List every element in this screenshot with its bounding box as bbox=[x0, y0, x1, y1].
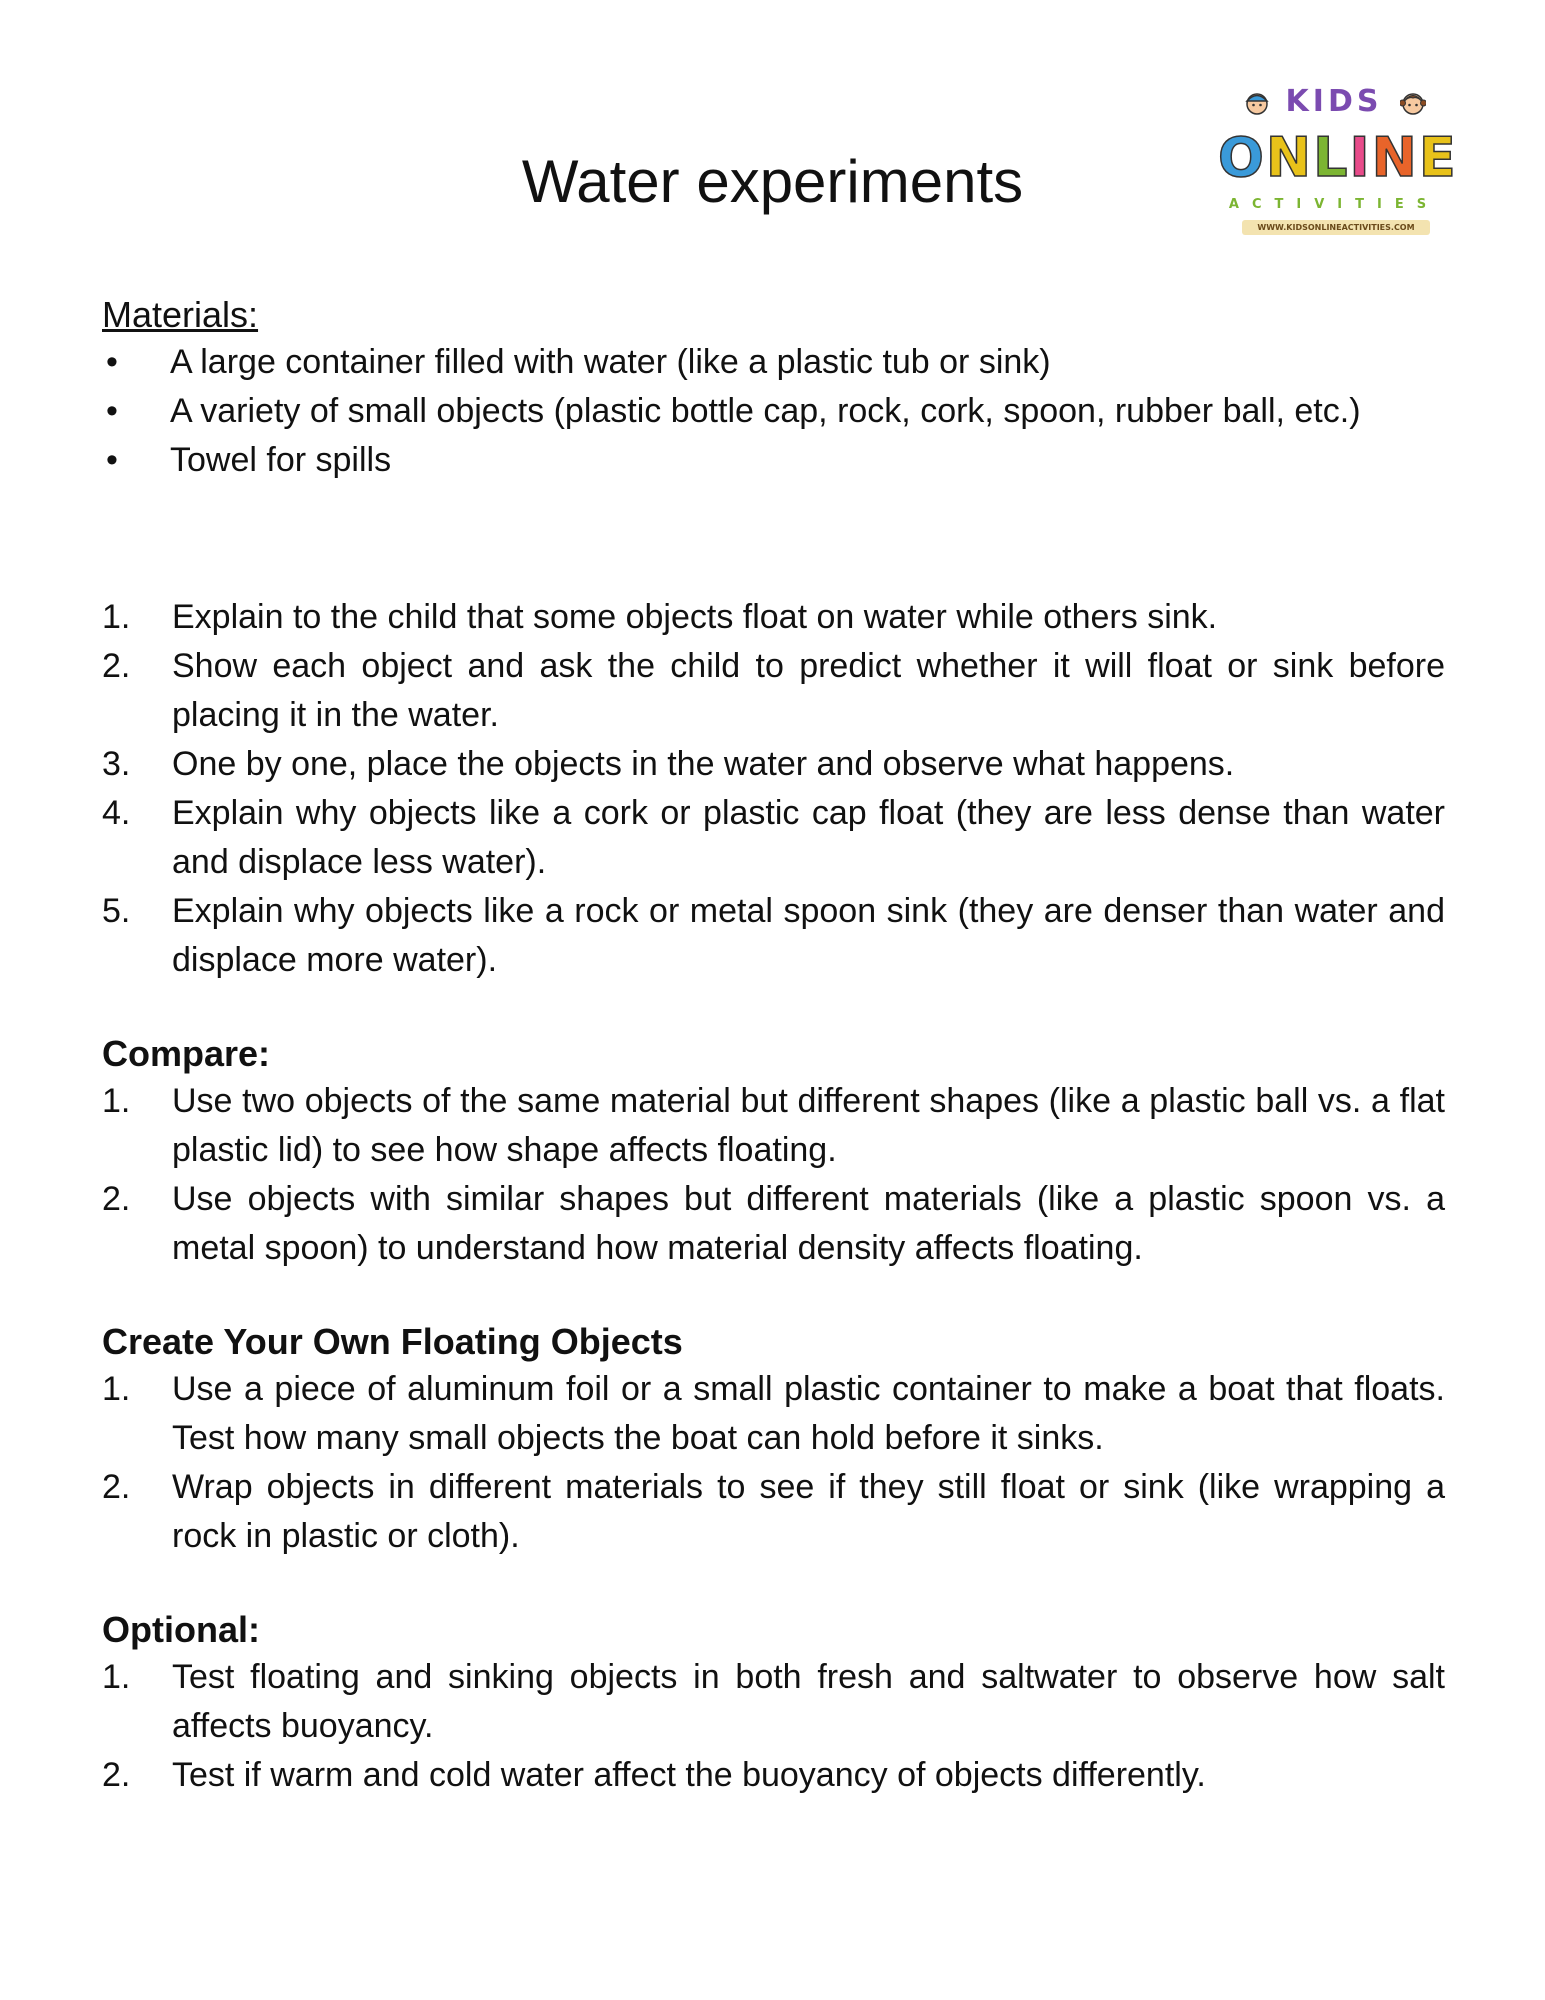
materials-list bbox=[102, 338, 1445, 485]
step-number: 2. bbox=[102, 647, 131, 685]
create-list bbox=[102, 1365, 1445, 1561]
list-item-text: A variety of small objects (plastic bottle cap, rock, cork, spoon, rubber ball, etc.) bbox=[170, 392, 1361, 430]
list-item-text: Test floating and sinking objects in both fresh and saltwater to observe how salt affects buoyancy. bbox=[172, 1658, 1445, 1745]
list-item bbox=[102, 1463, 1445, 1561]
step-number: 1. bbox=[102, 598, 131, 636]
list-item-text: Test if warm and cold water affect the buoyancy of objects differently. bbox=[172, 1756, 1206, 1794]
list-item bbox=[102, 338, 1445, 387]
list-item bbox=[102, 1365, 1445, 1463]
step-number: 3. bbox=[102, 745, 131, 783]
bullet-marker: • bbox=[106, 343, 118, 381]
logo-online-letter: N bbox=[1265, 126, 1314, 189]
list-item bbox=[102, 1751, 1445, 1800]
logo-online-letter: E bbox=[1418, 126, 1458, 189]
step-number: 2. bbox=[102, 1468, 131, 1506]
logo-activities-text: ACTIVITIES bbox=[1228, 197, 1440, 212]
logo-online-letter: N bbox=[1371, 126, 1419, 189]
list-item bbox=[102, 642, 1445, 740]
list-item-text: Use a piece of aluminum foil or a small plastic container to make a boat that floats. Test how many small objects the boat can hold before it sinks. bbox=[172, 1370, 1445, 1457]
optional-heading: Optional: bbox=[102, 1609, 260, 1650]
list-item bbox=[102, 740, 1445, 789]
boy-face-icon bbox=[1244, 90, 1270, 116]
optional-list bbox=[102, 1653, 1445, 1800]
step-number: 4. bbox=[102, 794, 131, 832]
create-heading: Create Your Own Floating Objects bbox=[102, 1321, 683, 1362]
logo-kids-label: KIDS bbox=[1285, 84, 1383, 119]
list-item bbox=[102, 1653, 1445, 1751]
list-item-text: One by one, place the objects in the water and observe what happens. bbox=[172, 745, 1235, 783]
document-body bbox=[102, 292, 1445, 1800]
list-item bbox=[102, 436, 1445, 485]
logo-online-letter: O bbox=[1218, 126, 1266, 189]
compare-list bbox=[102, 1077, 1445, 1273]
compare-heading: Compare: bbox=[102, 1033, 271, 1074]
girl-face-icon bbox=[1400, 90, 1426, 116]
logo-url: WWW.KIDSONLINEACTIVITIES.COM bbox=[1242, 220, 1430, 235]
list-item bbox=[102, 387, 1445, 436]
step-number: 5. bbox=[102, 892, 131, 930]
step-number: 1. bbox=[102, 1082, 131, 1120]
step-number: 2. bbox=[102, 1756, 131, 1794]
list-item-text: Explain to the child that some objects float on water while others sink. bbox=[172, 598, 1218, 636]
list-item-text: Explain why objects like a cork or plastic cap float (they are less dense than water and displace less water). bbox=[172, 794, 1445, 881]
steps-list bbox=[102, 593, 1445, 985]
list-item bbox=[102, 1175, 1445, 1273]
list-item-text: Use two objects of the same material but different shapes (like a plastic ball vs. a flat plastic lid) to see how shape affects floating. bbox=[172, 1082, 1445, 1169]
step-number: 1. bbox=[102, 1658, 131, 1696]
list-item bbox=[102, 1077, 1445, 1175]
list-item-text: Explain why objects like a rock or metal spoon sink (they are denser than water and displace more water). bbox=[172, 892, 1445, 979]
materials-heading: Materials: bbox=[102, 294, 259, 335]
list-item-text: Towel for spills bbox=[170, 441, 392, 479]
bullet-marker: • bbox=[106, 441, 118, 479]
logo-online-letter: I bbox=[1349, 126, 1372, 189]
page-title: Water experiments bbox=[521, 148, 1024, 215]
list-item-text: Show each object and ask the child to predict whether it will float or sink before placing it in the water. bbox=[172, 647, 1445, 734]
step-number: 1. bbox=[102, 1370, 131, 1408]
bullet-marker: • bbox=[106, 392, 118, 430]
step-number: 2. bbox=[102, 1180, 131, 1218]
list-item-text: A large container filled with water (like a plastic tub or sink) bbox=[170, 343, 1051, 381]
list-item bbox=[102, 887, 1445, 985]
logo-online-letter: L bbox=[1313, 126, 1350, 189]
list-item bbox=[102, 789, 1445, 887]
logo-kids-text bbox=[1278, 82, 1390, 122]
list-item-text: Use objects with similar shapes but different materials (like a plastic spoon vs. a metal spoon) to understand how material density affects floating. bbox=[172, 1180, 1445, 1267]
list-item-text: Wrap objects in different materials to see if they still float or sink (like wrapping a rock in plastic or cloth). bbox=[172, 1468, 1445, 1555]
list-item bbox=[102, 593, 1445, 642]
